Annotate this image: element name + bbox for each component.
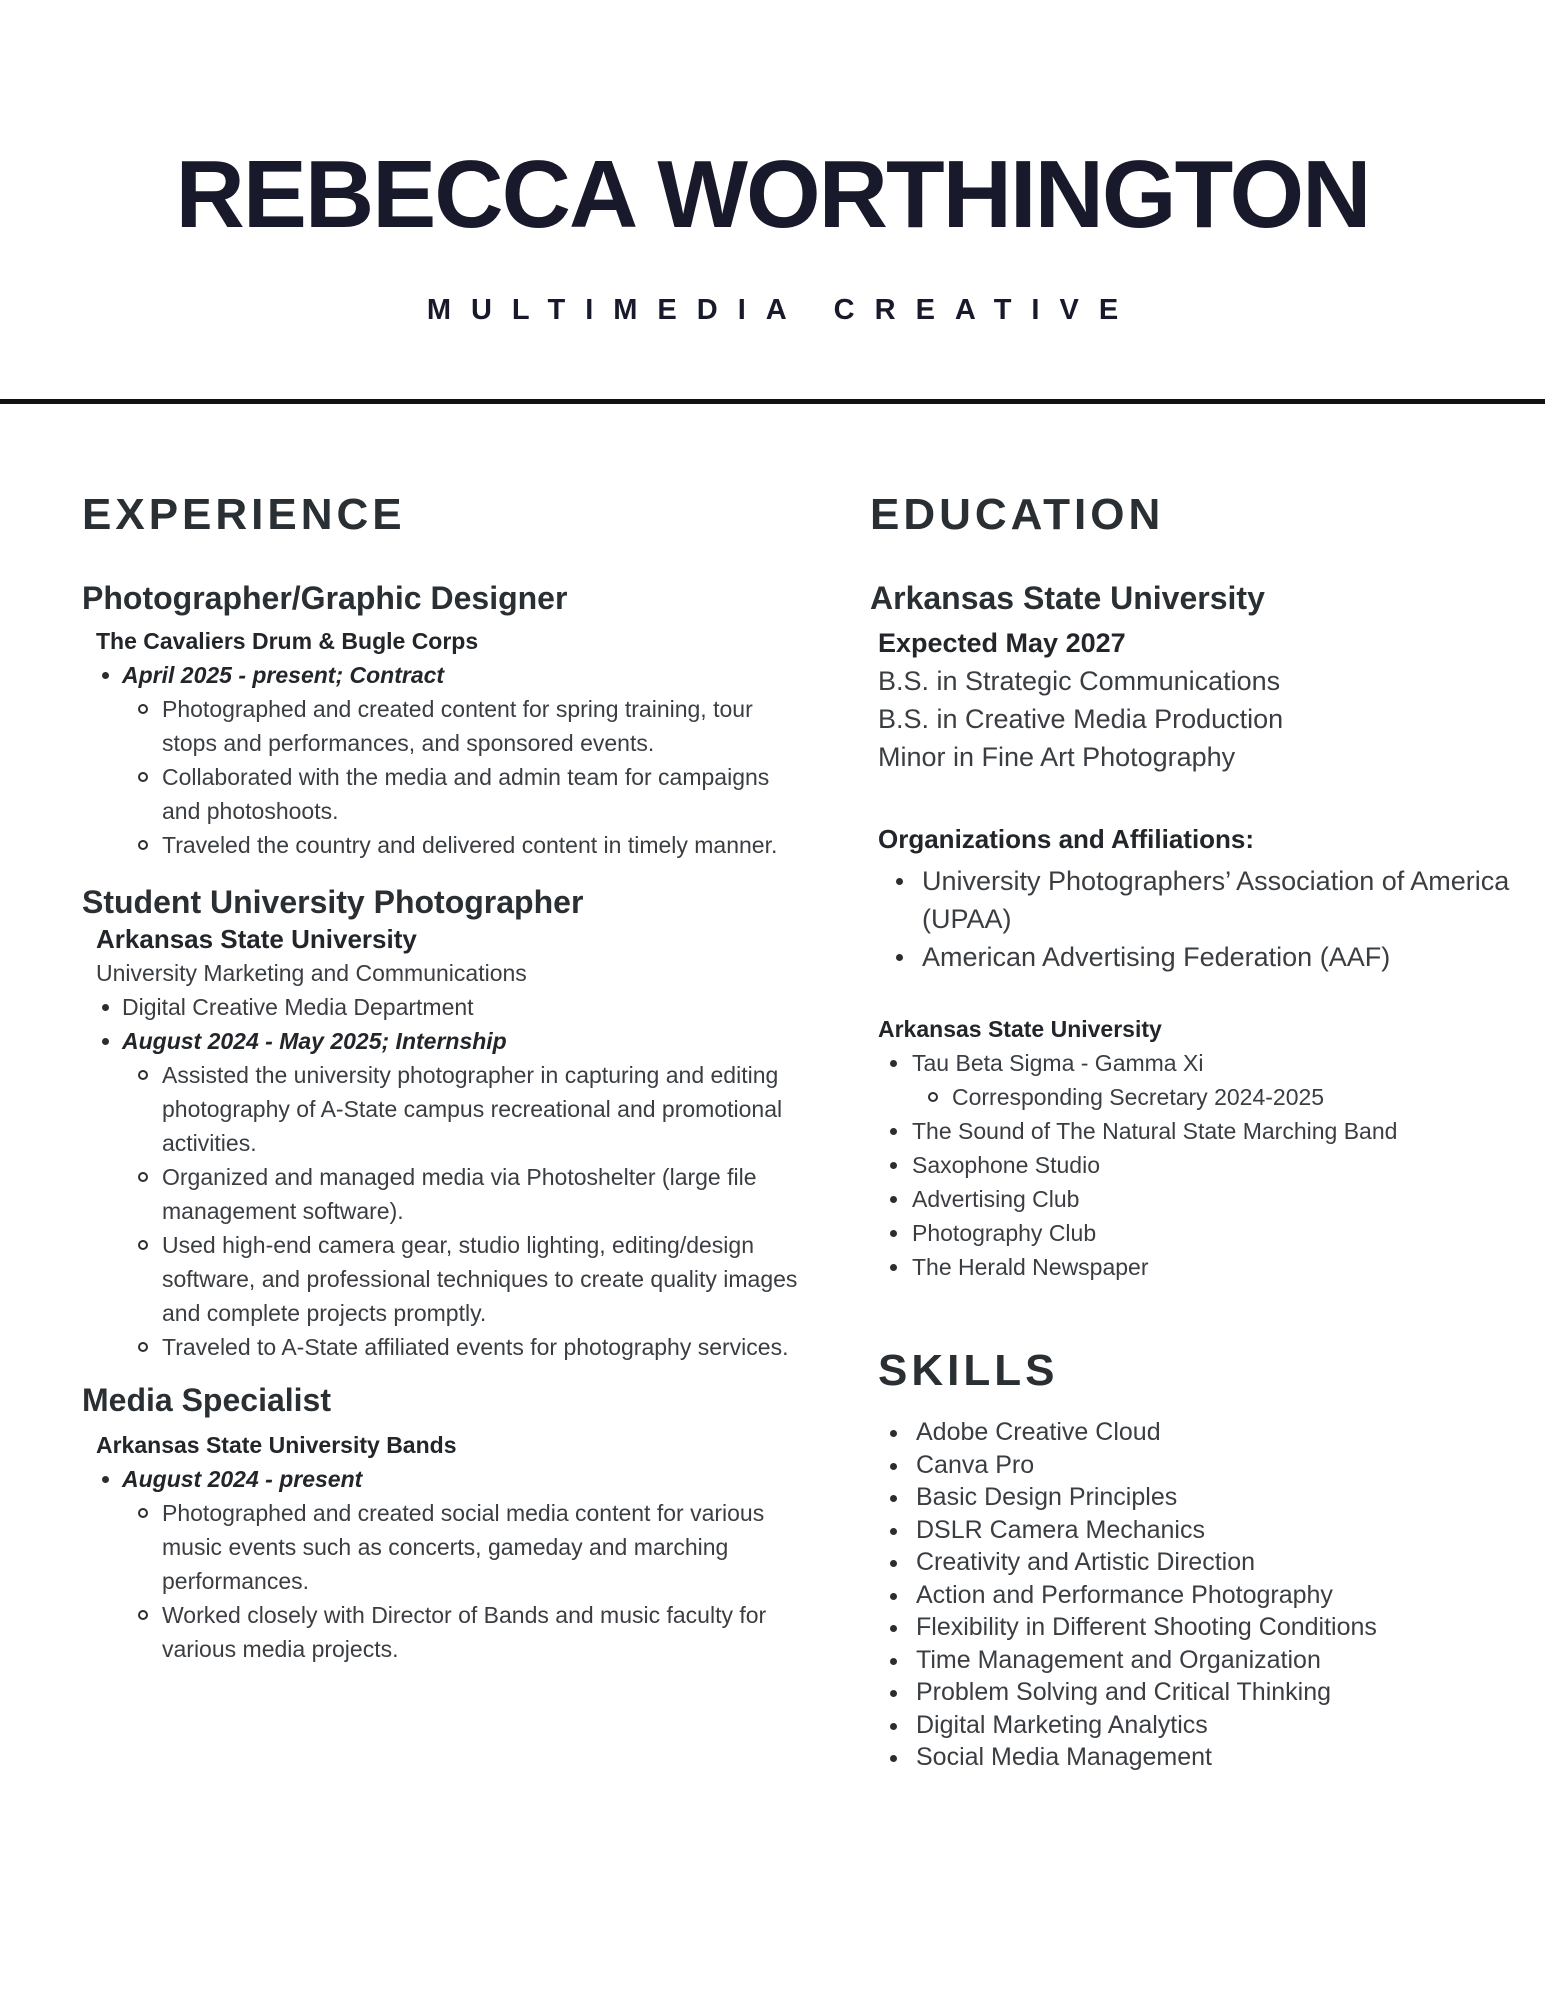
campus-org-subitems xyxy=(912,1080,1510,1114)
resume-name: REBECCA WORTHINGTON xyxy=(175,141,1370,248)
campus-org-item: Photography Club xyxy=(870,1216,1510,1250)
job-subdepartment: Digital Creative Media Department xyxy=(82,990,802,1024)
job-date: April 2025 - present; Contract Photographed and created content for spring training, tour stops and performances, and sponsored events. Collaborated with the media and admin team for campaigns and photoshoots. Traveled the country and delivered content in timely manner. xyxy=(82,658,802,862)
skill-item: Problem Solving and Critical Thinking xyxy=(870,1676,1510,1709)
organization-item: University Photographers’ Association of America (UPAA) xyxy=(870,862,1510,938)
skill-item: Digital Marketing Analytics xyxy=(870,1709,1510,1742)
job-bullets xyxy=(122,1496,802,1666)
job-bullet: Used high-end camera gear, studio lighting, editing/design software, and professional techniques to create quality images and complete projects promptly. xyxy=(122,1228,802,1330)
organization-item: American Advertising Federation (AAF) xyxy=(870,938,1510,976)
school-name: Arkansas State University xyxy=(870,580,1265,616)
job-entry xyxy=(82,578,802,862)
job-org: Arkansas State University xyxy=(96,924,417,954)
campus-org-item: Saxophone Studio xyxy=(870,1148,1510,1182)
job-bullet: Traveled the country and delivered content in timely manner. xyxy=(122,828,802,862)
job-bullet: Worked closely with Director of Bands and music faculty for various media projects. xyxy=(122,1598,802,1666)
job-bullet: Traveled to A-State affiliated events for photography services. xyxy=(122,1330,802,1364)
degree: B.S. in Strategic Communications xyxy=(878,666,1281,696)
job-title: Media Specialist xyxy=(82,1382,331,1418)
skill-item: Time Management and Organization xyxy=(870,1644,1510,1677)
skill-item: Adobe Creative Cloud xyxy=(870,1416,1510,1449)
campus-org-item: Tau Beta Sigma - Gamma Xi Corresponding Secretary 2024-2025 xyxy=(870,1046,1510,1114)
skills-heading: SKILLS xyxy=(878,1346,1059,1395)
experience-heading: EXPERIENCE xyxy=(82,490,406,539)
skill-item: Flexibility in Different Shooting Conditions xyxy=(870,1611,1510,1644)
campus-org-item: The Sound of The Natural State Marching Band xyxy=(870,1114,1510,1148)
job-entry xyxy=(82,1380,802,1666)
campus-org-subitem: Corresponding Secretary 2024-2025 xyxy=(912,1080,1510,1114)
skill-item: Canva Pro xyxy=(870,1449,1510,1482)
job-date: August 2024 - May 2025; Internship Assisted the university photographer in capturing and editing photography of A-State campus recreational and promotional activities. Organized and managed media via Photoshelter (large file management software). Used high-end camera gear, studio lighting, editing/design software, and professional techniques to create quality images and complete projects promptly. Traveled to A-State affiliated events for photography services. xyxy=(82,1024,802,1364)
campus-org-item: Advertising Club xyxy=(870,1182,1510,1216)
degree: B.S. in Creative Media Production xyxy=(878,704,1284,734)
job-department: University Marketing and Communications xyxy=(96,960,527,986)
job-date: August 2024 - present Photographed and created social media content for various music events such as concerts, gameday and marching performances. Worked closely with Director of Bands and music faculty for various media projects. xyxy=(82,1462,802,1666)
job-title: Student University Photographer xyxy=(82,884,584,920)
skill-item: DSLR Camera Mechanics xyxy=(870,1514,1510,1547)
job-title: Photographer/Graphic Designer xyxy=(82,580,568,616)
job-details xyxy=(82,658,802,862)
skill-item: Action and Performance Photography xyxy=(870,1579,1510,1612)
skill-item: Basic Design Principles xyxy=(870,1481,1510,1514)
organizations-list xyxy=(870,862,1510,976)
job-details xyxy=(82,1462,802,1666)
job-bullet: Collaborated with the media and admin team for campaigns and photoshoots. xyxy=(122,760,802,828)
job-org: The Cavaliers Drum & Bugle Corps xyxy=(96,628,479,654)
resume-role: MULTIMEDIA CREATIVE xyxy=(426,294,1139,326)
header-divider xyxy=(0,399,1545,404)
education-column xyxy=(870,490,1510,1774)
campus-org-item: The Herald Newspaper xyxy=(870,1250,1510,1284)
skill-item: Creativity and Artistic Direction xyxy=(870,1546,1510,1579)
experience-column xyxy=(82,490,802,1666)
minor: Minor in Fine Art Photography xyxy=(878,742,1236,772)
campus-orgs-heading: Arkansas State University xyxy=(878,1016,1162,1042)
job-entry xyxy=(82,882,802,1364)
education-heading: EDUCATION xyxy=(870,490,1165,539)
job-details xyxy=(82,990,802,1364)
skill-item: Social Media Management xyxy=(870,1741,1510,1774)
campus-orgs-list xyxy=(870,1046,1510,1284)
job-bullets xyxy=(122,1058,802,1364)
job-bullet: Photographed and created content for spring training, tour stops and performances, and sponsored events. xyxy=(122,692,802,760)
skills-list xyxy=(870,1416,1510,1774)
job-bullet: Organized and managed media via Photoshelter (large file management software). xyxy=(122,1160,802,1228)
job-bullet: Assisted the university photographer in capturing and editing photography of A-State campus recreational and promotional activities. xyxy=(122,1058,802,1160)
job-bullets xyxy=(122,692,802,862)
expected-graduation: Expected May 2027 xyxy=(878,628,1126,658)
job-org: Arkansas State University Bands xyxy=(96,1432,457,1458)
organizations-heading: Organizations and Affiliations: xyxy=(878,824,1255,854)
job-bullet: Photographed and created social media content for various music events such as concerts, gameday and marching performances. xyxy=(122,1496,802,1598)
